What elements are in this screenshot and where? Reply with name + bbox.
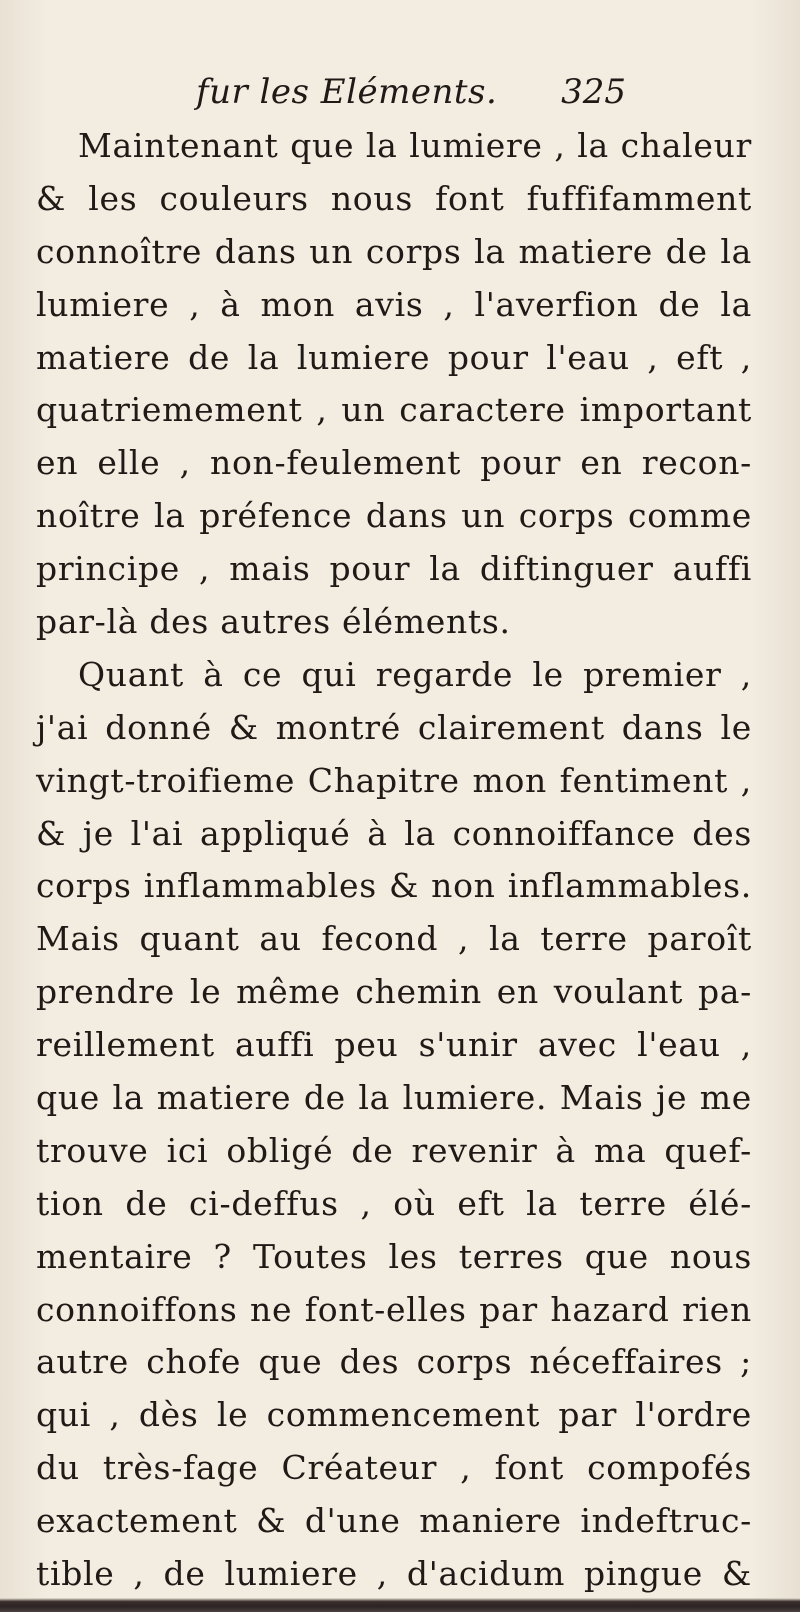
text-line: corps inflammables & non inflammables. [36,866,752,906]
text-line: principe , mais pour la diftinguer auffi [36,549,752,589]
text-line: connoiffons ne font-elles par hazard rien [36,1289,752,1329]
page-number: 325 [561,72,626,112]
text-line: mentaire ? Toutes les terres que nous [36,1236,752,1276]
text-line: vingt-troifieme Chapitre mon fentiment , [36,760,752,800]
text-line: exactement & d'une maniere indeftruc- [36,1501,752,1541]
text-line: Mais quant au fecond , la terre paroît [36,919,752,959]
text-line: qui , dès le commencement par l'ordre [36,1395,752,1435]
text-line: Quant à ce qui regarde le premier , [78,654,752,694]
page-header [196,72,626,122]
body-text [36,120,752,1601]
text-line: reillement auffi peu s'unir avec l'eau , [36,1025,752,1065]
text-line: tible , de lumiere , d'acidum pingue & [36,1554,752,1594]
text-line: & les couleurs nous font fuffifamment [36,178,752,218]
text-line: connoître dans un corps la matiere de la [36,231,752,271]
running-title: fur les Eléments. [196,72,498,112]
text-line: noître la préfence dans un corps comme [36,496,752,536]
text-line: j'ai donné & montré clairement dans le [36,707,752,747]
text-line: Maintenant que la lumiere , la chaleur [78,126,752,165]
text-line: en elle , non-feulement pour en recon- [36,443,752,483]
text-line: trouve ici obligé de revenir à ma quef- [36,1130,752,1170]
text-line: matiere de la lumiere pour l'eau , eft , [36,337,752,377]
text-line: que la matiere de la lumiere. Mais je me [36,1078,752,1118]
text-line: prendre le même chemin en voulant pa- [36,972,752,1012]
text-line: lumiere , à mon avis , l'averfion de la [36,284,752,324]
text-line: autre chofe que des corps néceffaires ; [36,1342,752,1382]
text-line: quatriemement , un caractere important [36,390,752,430]
page-bottom-edge [0,1598,800,1612]
text-line: du très-fage Créateur , font compofés [36,1448,752,1488]
text-line: & je l'ai appliqué à la connoiffance des [36,813,752,853]
text-line: tion de ci-deffus , où eft la terre élé- [36,1183,752,1223]
text-line: par-là des autres éléments. [36,602,511,642]
